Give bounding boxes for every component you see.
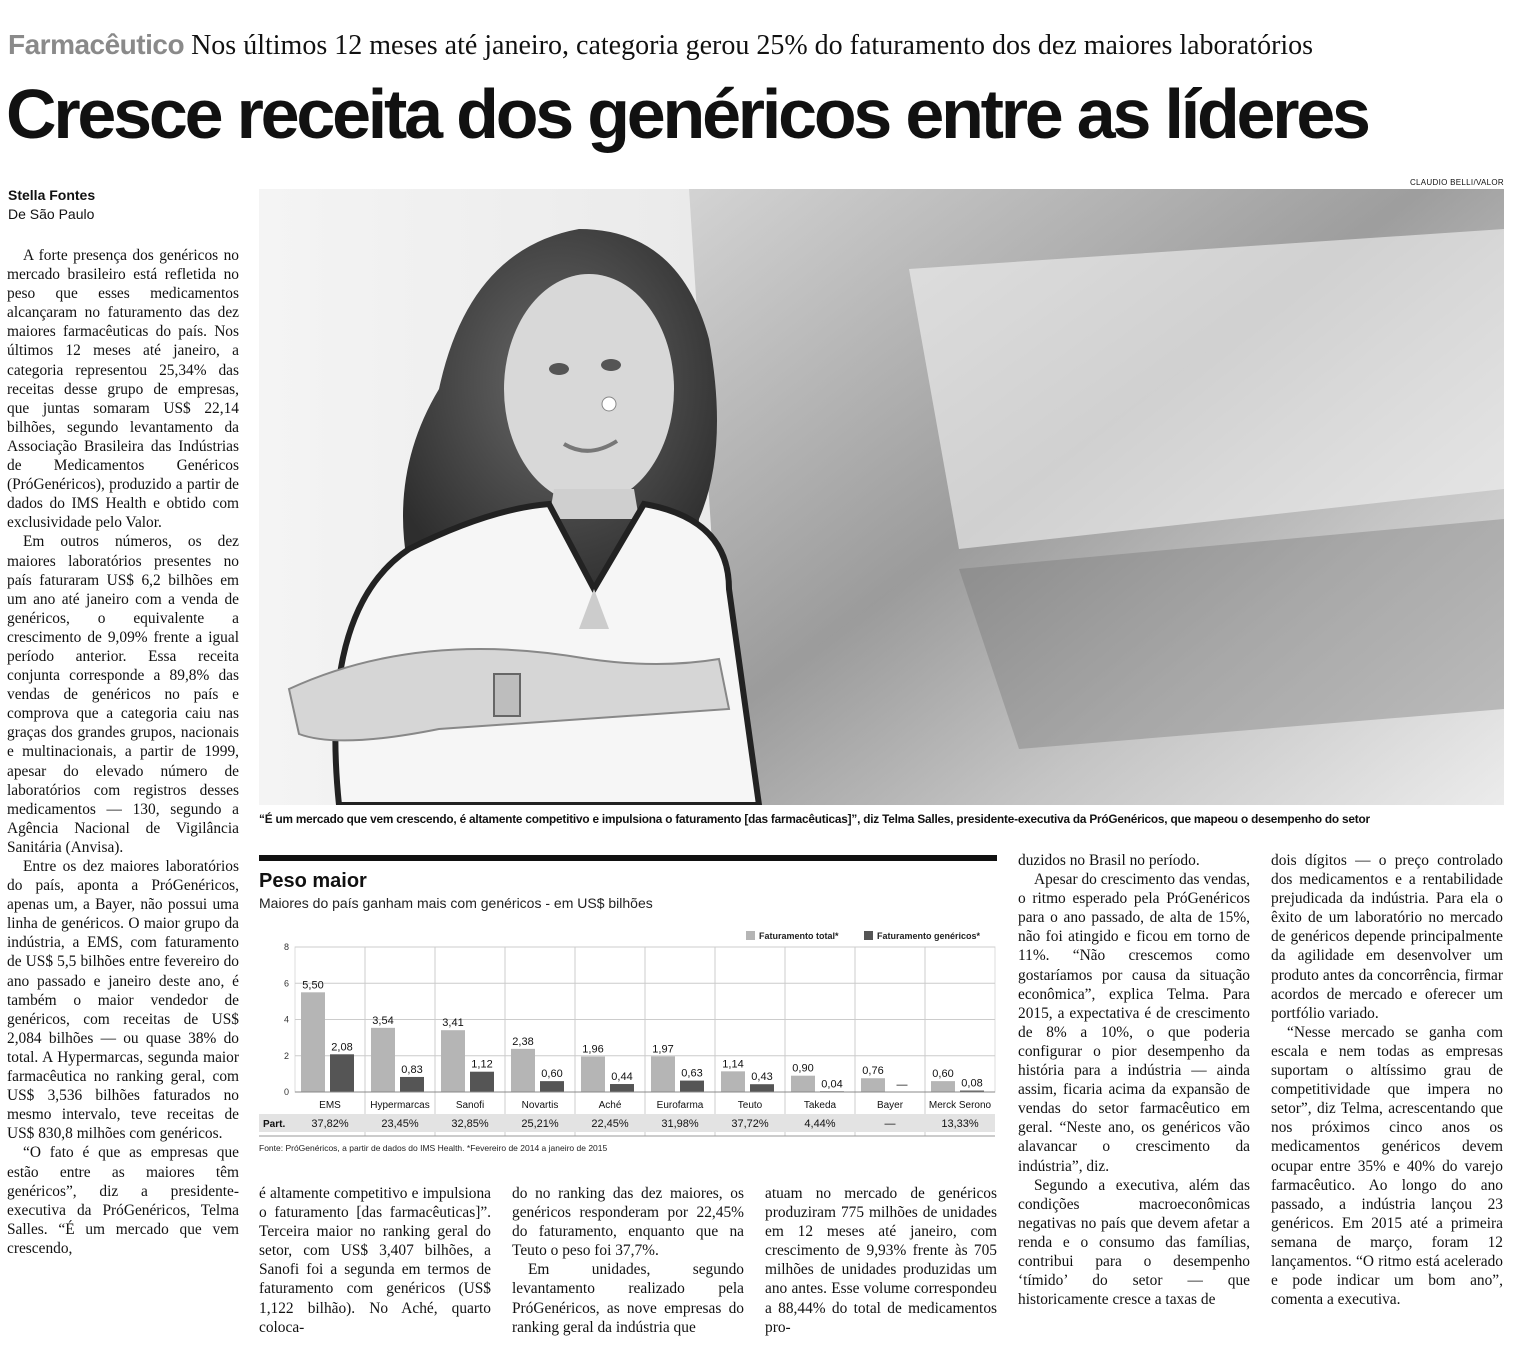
- x-tick-label: Teuto: [737, 1100, 763, 1111]
- participation-value: 13,33%: [941, 1118, 979, 1130]
- bar-value-label: 3,54: [372, 1014, 394, 1027]
- article-column-6: [1271, 851, 1503, 1309]
- bar: [680, 1081, 704, 1092]
- bar: [371, 1028, 395, 1092]
- x-tick-label: Novartis: [521, 1100, 559, 1111]
- bar-value-label: 0,76: [862, 1065, 884, 1078]
- x-tick-label: EMS: [319, 1100, 341, 1111]
- chart-top-rule: [259, 855, 997, 861]
- article-column-1: [7, 246, 239, 1258]
- bar-value-label: 0,44: [611, 1071, 633, 1084]
- y-tick-label: 6: [283, 978, 289, 989]
- section-rubric: [8, 28, 1508, 64]
- participation-value: 31,98%: [661, 1118, 699, 1130]
- portrait-image: [259, 189, 1504, 805]
- participation-value: 4,44%: [804, 1118, 836, 1130]
- paragraph: duzidos no Brasil no período.: [1018, 852, 1200, 869]
- bar-value-label: 5,50: [302, 979, 324, 992]
- byline-place: De São Paulo: [8, 206, 95, 222]
- y-tick-label: 8: [283, 942, 289, 952]
- chart-title: Peso maior: [259, 870, 367, 892]
- y-tick-label: 4: [283, 1014, 289, 1025]
- bar: [400, 1077, 424, 1092]
- bar-value-label: 2,08: [331, 1041, 353, 1054]
- bar: [301, 992, 325, 1092]
- headline: Cresce receita dos genéricos entre as líderes: [6, 75, 1368, 153]
- chart-source: Fonte: PróGenéricos, a partir de dados do IMS Health. *Fevereiro de 2014 a janeiro de 2015: [259, 1143, 608, 1153]
- paragraph: do no ranking das dez maiores, os genéricos responderam por 22,45% do faturamento, enquanto que na Teuto o peso foi 37,7%.: [512, 1185, 744, 1260]
- y-tick-label: 2: [283, 1050, 289, 1061]
- paragraph: Apesar do crescimento das vendas, o ritmo esperado pela PróGenéricos para o ano passado, de alta de 15%, não foi atingido e ficou em torno de 11%. “Não crescemos como gostaríamos por causa da situação econômica”, explica Telma. Para 2015, a expectativa é de crescimento de 8% a 10%, o que poderia configurar o pior desempenho da história para a indústria — ainda assim, ficaria acima da expansão de vendas do setor farmacêutico em geral. “Neste ano, os genéricos vão alavancar o crescimento da indústria”, diz.: [1018, 871, 1250, 1175]
- participation-value: 22,45%: [591, 1118, 629, 1130]
- y-tick-label: 0: [283, 1087, 289, 1097]
- bar-value-label: 1,96: [582, 1043, 604, 1056]
- bar-value-label: 3,41: [442, 1017, 464, 1030]
- bar-value-label: 0,63: [681, 1067, 703, 1080]
- paragraph: dois dígitos — o preço controlado dos medicamentos e a rentabilidade prejudicada da indústria. Para ela o êxito de um laboratório no mercado de genéricos depende principalmente da agilidade em desenvolver um produto antes da concorrência, firmar acordos de mercado e oferecer um portfólio variado.: [1271, 852, 1503, 1022]
- participation-value: —: [884, 1118, 896, 1130]
- participation-value: 37,72%: [731, 1118, 769, 1130]
- participation-value: 23,45%: [381, 1118, 419, 1130]
- article-column-4: [765, 1184, 997, 1337]
- paragraph: Segundo a executiva, além das condições macroeconômicas negativas no país que devem afetar a renda e o consumo das famílias, contribui para o desempenho ‘tímido’ do setor — que historicamente cresce a taxas de: [1018, 1176, 1250, 1309]
- paragraph: Em outros números, os dez maiores laboratórios presentes no país faturaram US$ 6,2 bilhões em um ano até janeiro com a venda de genéricos, o equivalente a crescimento de 9,09% frente a igual período anterior. Essa receita conjunta corresponde a 89,8% das vendas de genéricos no país e comprova que a categoria caiu nas graças dos grandes grupos, nacionais e multinacionais, a partir de 1999, apesar do elevado número de laboratórios com registros desses medicamentos — 130, segundo a Agência Nacional de Vigilância Sanitária (Anvisa).: [7, 533, 239, 856]
- bar: [931, 1081, 955, 1092]
- bar: [721, 1071, 745, 1092]
- article-column-5: [1018, 851, 1250, 1309]
- bar-value-label: —: [896, 1079, 908, 1091]
- paragraph: Entre os dez maiores laboratórios do país, aponta a PróGenéricos, apenas um, a Bayer, não possui uma linha de genéricos. O maior grupo da indústria, a EMS, com faturamento de US$ 5,5 bilhões entre fevereiro do ano passado e janeiro deste ano, é também o maior vendedor de genéricos, com receitas de US$ 2,084 bilhões — ou quase 38% do total. A Hypermarcas, segunda maior farmacêutica no ranking geral, com US$ 3,536 bilhões faturados no mesmo intervalo, teve receitas de US$ 830,8 milhões com genéricos.: [7, 858, 239, 1143]
- bar: [750, 1084, 774, 1092]
- paragraph: Em unidades, segundo levantamento realizado pela PróGenéricos, as nove empresas do ranking geral da indústria que: [512, 1261, 744, 1336]
- paragraph: é altamente competitivo e impulsiona o faturamento [das farmacêuticas]”. Terceira maior no ranking geral do setor, com US$ 3,407 bilhões, a Sanofi foi a segunda em termos de faturamento com genéricos (US$ 1,122 bilhão). No Aché, quarto coloca-: [259, 1185, 491, 1336]
- deck: Nos últimos 12 meses até janeiro, categoria gerou 25% do faturamento dos dez maiores laboratórios: [191, 30, 1314, 61]
- section-tag: Farmacêutico: [8, 29, 185, 60]
- x-tick-label: Hypermarcas: [370, 1100, 430, 1111]
- bar: [610, 1084, 634, 1092]
- paragraph: A forte presença dos genéricos no mercado brasileiro está refletida no peso que esses medicamentos alcançaram no faturamento das dez maiores farmacêuticas do país. Nos últimos 12 meses até janeiro, a categoria representou 25,34% das receitas desse grupo de empresas, que juntas somaram US$ 22,14 bilhões, segundo levantamento da Associação Brasileira das Indústrias de Medicamentos Genéricos (PróGenéricos), produzido a partir de dados do IMS Health e obtido com exclusividade pelo Valor.: [7, 247, 239, 532]
- paragraph: “Nesse mercado se ganha com escala e nem todas as empresas suportam o altíssimo grau de competitividade que impera no setor”, diz Telma, acrescentando que nos próximos cinco anos os medicamentos genéricos devem ocupar entre 35% e 40% do varejo farmacêutico. Ao longo do ano passado, a indústria lançou 23 genéricos. Em 2015 até a primeira semana de março, foram 12 lançamentos. “O ritmo está acelerado e pode indicar um bom ano”, comenta a executiva.: [1271, 1023, 1503, 1309]
- bar: [330, 1054, 354, 1092]
- bar-value-label: 2,38: [512, 1035, 534, 1048]
- photo-credit: CLAUDIO BELLI/VALOR: [1409, 178, 1504, 187]
- bar-value-label: 0,60: [932, 1068, 954, 1081]
- byline-author: Stella Fontes: [8, 187, 96, 203]
- bar-value-label: 0,83: [401, 1063, 423, 1076]
- bar-value-label: 0,08: [961, 1077, 983, 1090]
- participation-value: 32,85%: [451, 1118, 489, 1130]
- bar-value-label: 0,90: [792, 1062, 814, 1075]
- paragraph: “O fato é que as empresas que estão entre as maiores têm genéricos”, diz a presidente-executiva da PróGenéricos, Telma Salles. “É um mercado que vem crescendo,: [7, 1144, 239, 1257]
- x-tick-label: Merck Serono: [928, 1100, 992, 1111]
- bar-chart: [259, 925, 999, 1160]
- bar-value-label: 0,60: [541, 1068, 563, 1081]
- legend-label: Faturamento genéricos*: [877, 931, 981, 941]
- bar: [791, 1076, 815, 1092]
- bar-value-label: 0,43: [751, 1071, 773, 1084]
- photo-caption: “É um mercado que vem crescendo, é altamente competitivo e impulsiona o faturamento [das farmacêuticas]”, diz Telma Salles, presidente-executiva da PróGenéricos, que mapeou o desempenho do setor: [259, 812, 1370, 826]
- portrait-photo: [259, 189, 1504, 805]
- x-tick-label: Takeda: [803, 1100, 837, 1111]
- paragraph: atuam no mercado de genéricos produziram 775 milhões de unidades em 12 meses até janeiro, com crescimento de 9,93% frente às 705 milhões de unidades produzidas um ano antes. Esse volume correspondeu a 88,44% do total de medicamentos pro-: [765, 1185, 997, 1336]
- bar-value-label: 1,12: [471, 1058, 493, 1071]
- x-tick-label: Aché: [598, 1100, 622, 1111]
- participation-value: 37,82%: [311, 1118, 349, 1130]
- x-tick-label: Sanofi: [455, 1100, 485, 1111]
- bar: [511, 1049, 535, 1092]
- bar-value-label: 1,14: [722, 1058, 744, 1071]
- x-tick-label: Eurofarma: [656, 1100, 704, 1111]
- x-tick-label: Bayer: [876, 1100, 904, 1111]
- participation-value: 25,21%: [521, 1118, 559, 1130]
- legend-swatch: [864, 931, 873, 940]
- article-column-2: [259, 1184, 491, 1337]
- participation-row-label: Part.: [263, 1119, 286, 1130]
- chart-subtitle: Maiores do país ganham mais com genéricos - em US$ bilhões: [259, 895, 653, 911]
- article-column-3: [512, 1184, 744, 1337]
- bar: [441, 1030, 465, 1092]
- bar-value-label: 0,04: [821, 1078, 843, 1091]
- bar: [540, 1081, 564, 1092]
- bar-value-label: 1,97: [652, 1043, 674, 1056]
- legend-swatch: [746, 931, 755, 940]
- bar: [651, 1056, 675, 1092]
- bar: [470, 1072, 494, 1092]
- bar: [861, 1078, 885, 1092]
- bar: [581, 1056, 605, 1092]
- legend-label: Faturamento total*: [759, 931, 839, 941]
